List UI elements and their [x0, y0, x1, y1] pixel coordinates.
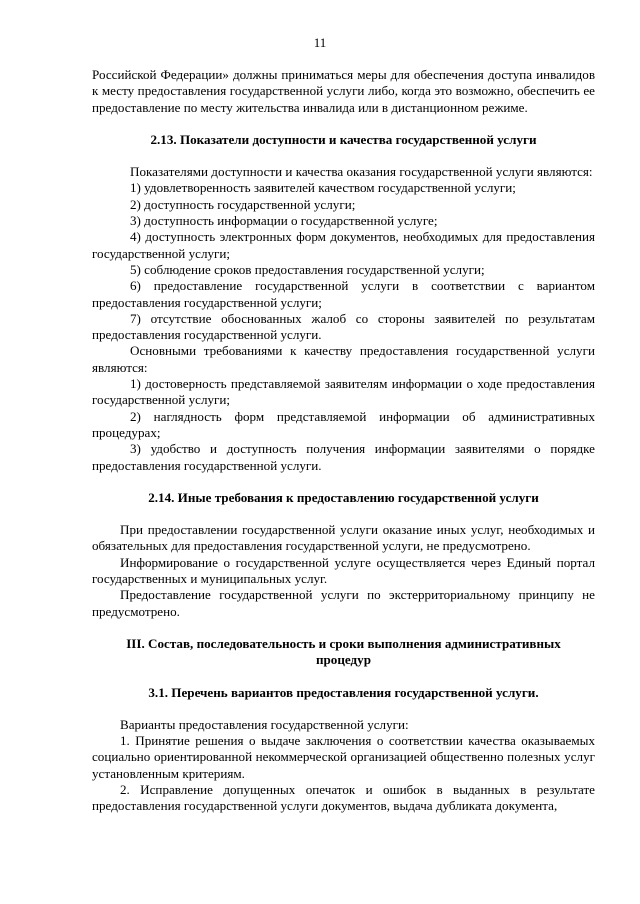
- paragraph: При предоставлении государственной услуги оказание иных услуг, необходимых и обязательных для предоставления государственной услуги, не предусмотрено.: [92, 522, 595, 554]
- heading-section-3-line2: процедур: [315, 652, 371, 668]
- list-item: 5) соблюдение сроков предоставления государственной услуги;: [130, 261, 485, 277]
- list-item: 2. Исправление допущенных опечаток и ошибок в выданных в результате предоставления государственной услуги документов, выдача дубликата документа,: [92, 781, 595, 814]
- paragraph-variants-lead: Варианты предоставления государственной услуги:: [120, 716, 409, 732]
- list-item: 2) доступность государственной услуги;: [130, 196, 356, 212]
- heading-2-14: 2.14. Иные требования к предоставлению государственной услуги: [148, 489, 539, 505]
- list-item: 1) удовлетворенность заявителей качеством государственной услуги;: [130, 180, 516, 196]
- paragraph-requirements-lead: Основными требованиями к качеству предоставления государственной услуги являются:: [92, 343, 595, 375]
- document-body: [92, 67, 595, 815]
- heading-3-1: 3.1. Перечень вариантов предоставления государственной услуги.: [148, 684, 539, 700]
- list-item: 7) отсутствие обоснованных жалоб со стороны заявителей по результатам предоставления государственной услуги.: [92, 310, 595, 343]
- list-item: 3) удобство и доступность получения информации заявителями о порядке предоставления государственной услуги.: [92, 441, 595, 473]
- page-number: 11: [313, 35, 327, 50]
- paragraph-indicators-lead: Показателями доступности и качества оказания государственной услуги являются:: [130, 164, 593, 180]
- list-item: 4) доступность электронных форм документов, необходимых для предоставления государственной услуги;: [92, 229, 595, 261]
- intro-paragraph: Российской Федерации» должны приниматься меры для обеспечения доступа инвалидов к месту предоставления государственной услуги либо, когда это возможно, обеспечить ее предоставление по месту жительства инвалида или в дистанционном режиме.: [92, 67, 595, 115]
- list-item: 1) достоверность представляемой заявителям информации о ходе предоставления государственной услуги;: [92, 376, 595, 408]
- heading-section-3-line1: III. Состав, последовательность и сроки выполнения административных: [126, 635, 561, 651]
- paragraph: Информирование о государственной услуге осуществляется через Единый портал государственных и муниципальных услуг.: [92, 554, 595, 587]
- list-item: 3) доступность информации о государственной услуге;: [130, 213, 438, 229]
- list-item: 6) предоставление государственной услуги в соответствии с вариантом предоставления государственной услуги;: [92, 278, 595, 310]
- paragraph: Предоставление государственной услуги по экстерриториальному принципу не предусмотрено.: [92, 587, 595, 619]
- heading-2-13: 2.13. Показатели доступности и качества государственной услуги: [150, 131, 537, 147]
- list-item: 1. Принятие решения о выдаче заключения о соответствии качества оказываемых социально ориентированной некоммерческой организацией общественно полезных услуг установленным критериям.: [92, 733, 595, 781]
- list-item: 2) наглядность форм представляемой информации об административных процедурах;: [92, 408, 595, 440]
